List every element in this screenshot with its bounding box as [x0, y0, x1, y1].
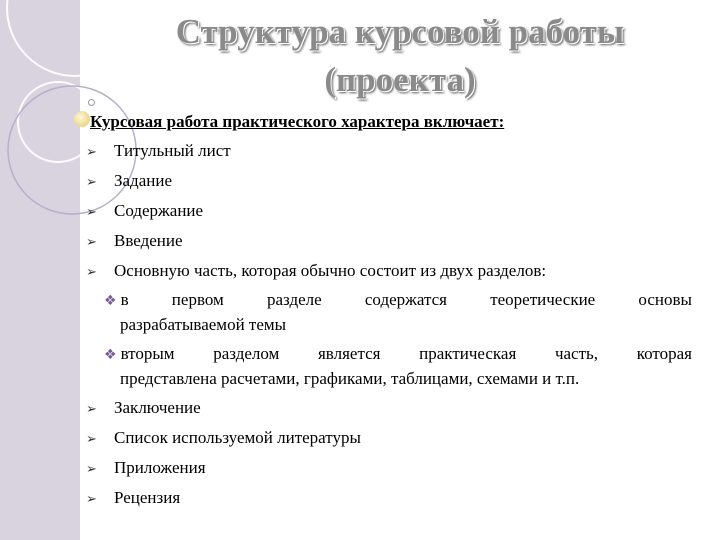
- title-line-1: Структура курсовой работы: [175, 12, 625, 51]
- arrow-right-icon: ➢: [86, 462, 97, 477]
- sub-item-line: [104, 288, 692, 313]
- diamond-bullet-icon: ❖: [104, 293, 117, 309]
- arrow-right-icon: ➢: [86, 205, 97, 220]
- slide-title: [110, 8, 690, 104]
- sub-item-word: в: [120, 290, 129, 309]
- list-item: [86, 488, 180, 510]
- arrow-right-icon: ➢: [86, 492, 97, 507]
- sub-item-word: практическая: [419, 344, 517, 363]
- lead-text: Курсовая работа практического характера включает:: [90, 112, 505, 131]
- bullet-dot-icon: [74, 111, 90, 127]
- arrow-right-icon: ➢: [86, 402, 97, 417]
- sub-item-word: разделе: [267, 290, 322, 309]
- arrow-right-icon: ➢: [86, 432, 97, 447]
- left-decor-band: [0, 0, 80, 540]
- sub-item-word: является: [317, 344, 381, 363]
- list-item-label: Содержание: [114, 201, 204, 220]
- list-item-label: Рецензия: [114, 488, 181, 507]
- list-item: [86, 141, 231, 163]
- list-item: [86, 398, 201, 420]
- arrow-right-icon: ➢: [86, 235, 97, 250]
- list-item-label: Введение: [114, 231, 183, 250]
- title-line-2: (проекта): [324, 60, 476, 99]
- sub-list-item: [104, 342, 692, 391]
- sub-item-word: теоретические: [490, 290, 596, 309]
- sub-item-word: разделом: [213, 344, 280, 363]
- sub-item-word: которая: [636, 344, 692, 363]
- list-item: [86, 201, 203, 223]
- list-item-label: Приложения: [114, 458, 206, 477]
- arrow-right-icon: ➢: [86, 145, 97, 160]
- diamond-bullet-icon: ❖: [104, 347, 117, 363]
- list-item-label: Заключение: [114, 398, 201, 417]
- sub-item-word: содержатся: [364, 290, 447, 309]
- sub-item-word: часть,: [554, 344, 599, 363]
- list-item-label: Список используемой литературы: [114, 428, 361, 447]
- sub-item-word: вторым: [120, 344, 175, 363]
- list-item: [86, 261, 546, 283]
- list-item-label: Задание: [114, 171, 172, 190]
- list-item: [86, 231, 183, 253]
- sub-list-item: [104, 288, 692, 337]
- list-item: [86, 458, 206, 480]
- sub-item-continuation: представлена расчетами, графиками, таблицами, схемами и т.п.: [120, 369, 580, 388]
- list-item-label: Титульный лист: [114, 141, 231, 160]
- sub-item-continuation: разрабатываемой темы: [120, 315, 287, 334]
- list-item-label: Основную часть, которая обычно состоит из двух разделов:: [114, 261, 547, 280]
- arrow-right-icon: ➢: [86, 265, 97, 280]
- arrow-right-icon: ➢: [86, 175, 97, 190]
- small-circle-icon: [88, 99, 95, 106]
- list-item: [86, 171, 172, 193]
- list-item: [86, 428, 361, 450]
- sub-item-word: первом: [171, 290, 224, 309]
- sub-item-word: основы: [638, 290, 692, 309]
- sub-item-line: [104, 342, 692, 367]
